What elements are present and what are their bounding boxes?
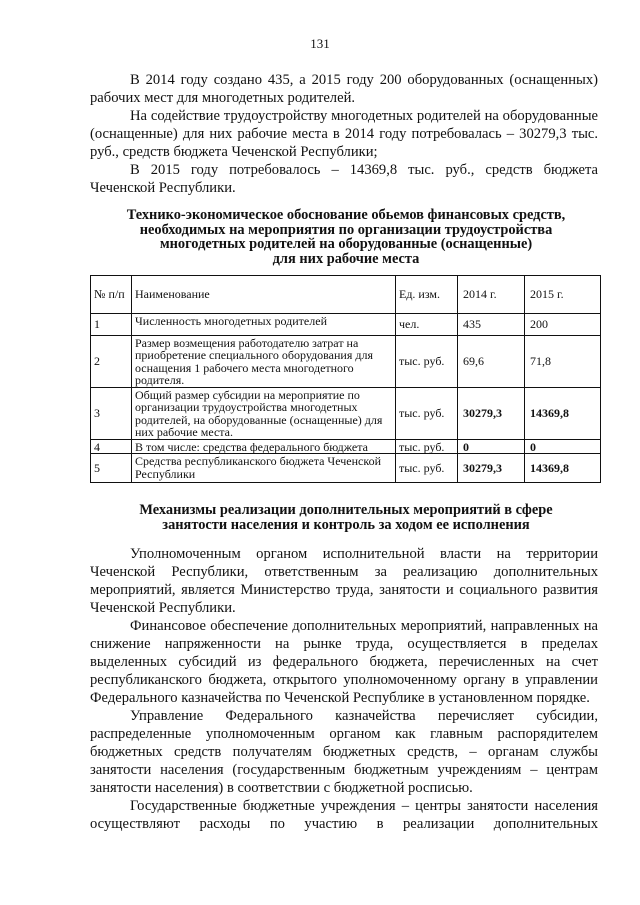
body-paragraph: Управление Федерального казначейства перечисляет субсидии, распределенные уполномоченным органом как главным распорядителем бюджетных средств получателям бюджетных средств, – органам службы занятости населения (государственным бюджетным учреждениям – центрам занятости населения) в соответствии с бюджетной росписью. (90, 708, 598, 796)
body-paragraph: Уполномоченным органом исполнительной власти на территории Чеченской Республики, ответственным за реализацию дополнительных мероприятий, является Министерство труда, занятости и социального развития Чеченской Республики. (90, 546, 598, 616)
body-text (90, 545, 598, 833)
row-num: 2 (91, 336, 132, 388)
header-cell-2014: 2014 г. (458, 276, 525, 314)
row-value-2014: 435 (458, 314, 525, 336)
heading-line: Механизмы реализации дополнительных мероприятий в сфере (139, 502, 553, 518)
row-name: Размер возмещения работодателю затрат на приобретение специального оборудования для оснащения 1 рабочего места многодетного родителя. (132, 336, 396, 388)
intro-text (90, 71, 598, 197)
row-num: 1 (91, 314, 132, 336)
table-row (91, 440, 601, 454)
body-paragraph: Финансовое обеспечение дополнительных мероприятий, направленных на снижение напряженности на рынке труда, осуществляется в пределах выделенных субсидий из федерального бюджета, перечисленных на счет республиканского бюджета, открытого уполномоченному органу в управлении Федерального казначейства по Чеченской Республике в установленном порядке. (90, 618, 598, 706)
heading-line: для них рабочие места (272, 250, 420, 267)
section-heading-justification (96, 208, 596, 266)
row-unit: тыс. руб. (396, 388, 458, 440)
table-row (91, 314, 601, 336)
row-name: Средства республиканского бюджета Чеченской Республики (132, 454, 396, 483)
intro-paragraph: В 2014 году создано 435, а 2015 году 200 оборудованных (оснащенных) рабочих мест для многодетных родителей. (90, 72, 598, 106)
row-name: Общий размер субсидии на мероприятие по организации трудоустройства многодетных родителей, на оборудованные (оснащенные) для них рабочие места. (132, 388, 396, 440)
heading-line: Технико-экономическое обоснование обьемов финансовых средств, (126, 207, 566, 223)
table-row (91, 388, 601, 440)
header-cell-2015: 2015 г. (525, 276, 601, 314)
row-value-2014: 30279,3 (458, 454, 525, 483)
row-value-2014: 30279,3 (458, 388, 525, 440)
section-heading-mechanisms (96, 503, 596, 532)
page-number: 131 (310, 36, 330, 51)
row-unit: тыс. руб. (396, 336, 458, 388)
header-cell-name: Наименование (132, 276, 396, 314)
row-name: В том числе: средства федерального бюджета (132, 440, 396, 454)
intro-paragraph: На содействие трудоустройству многодетных родителей на оборудованные (оснащенные) для них рабочие места в 2014 году потребовалась – 30279,3 тыс. руб., средств бюджета Чеченской Республики; (90, 108, 598, 160)
row-value-2015: 14369,8 (525, 388, 601, 440)
body-paragraph: Государственные бюджетные учреждения – центры занятости населения осуществляют расходы по участию в реализации дополнительных (90, 798, 598, 832)
financing-table (90, 275, 601, 483)
header-cell-num: № п/п (91, 276, 132, 314)
row-num: 5 (91, 454, 132, 483)
row-value-2015: 200 (525, 314, 601, 336)
heading-line: занятости населения и контроль за ходом ее исполнения (162, 516, 530, 533)
intro-paragraph: В 2015 году потребовалось – 14369,8 тыс. руб., средств бюджета Чеченской Республики. (90, 162, 598, 196)
table-row (91, 454, 601, 483)
row-value-2015: 0 (525, 440, 601, 454)
row-name: Численность многодетных родителей (132, 314, 396, 336)
row-value-2014: 69,6 (458, 336, 525, 388)
table-row (91, 336, 601, 388)
heading-line: многодетных родителей на оборудованные (оснащенные) (159, 236, 533, 252)
row-unit: чел. (396, 314, 458, 336)
row-value-2014: 0 (458, 440, 525, 454)
row-value-2015: 14369,8 (525, 454, 601, 483)
header-cell-unit: Ед. изм. (396, 276, 458, 314)
row-unit: тыс. руб. (396, 440, 458, 454)
row-value-2015: 71,8 (525, 336, 601, 388)
heading-line: необходимых на мероприятия по организации трудоустройства (139, 221, 553, 238)
row-num: 3 (91, 388, 132, 440)
row-unit: тыс. руб. (396, 454, 458, 483)
table-header-row (91, 276, 601, 314)
row-num: 4 (91, 440, 132, 454)
